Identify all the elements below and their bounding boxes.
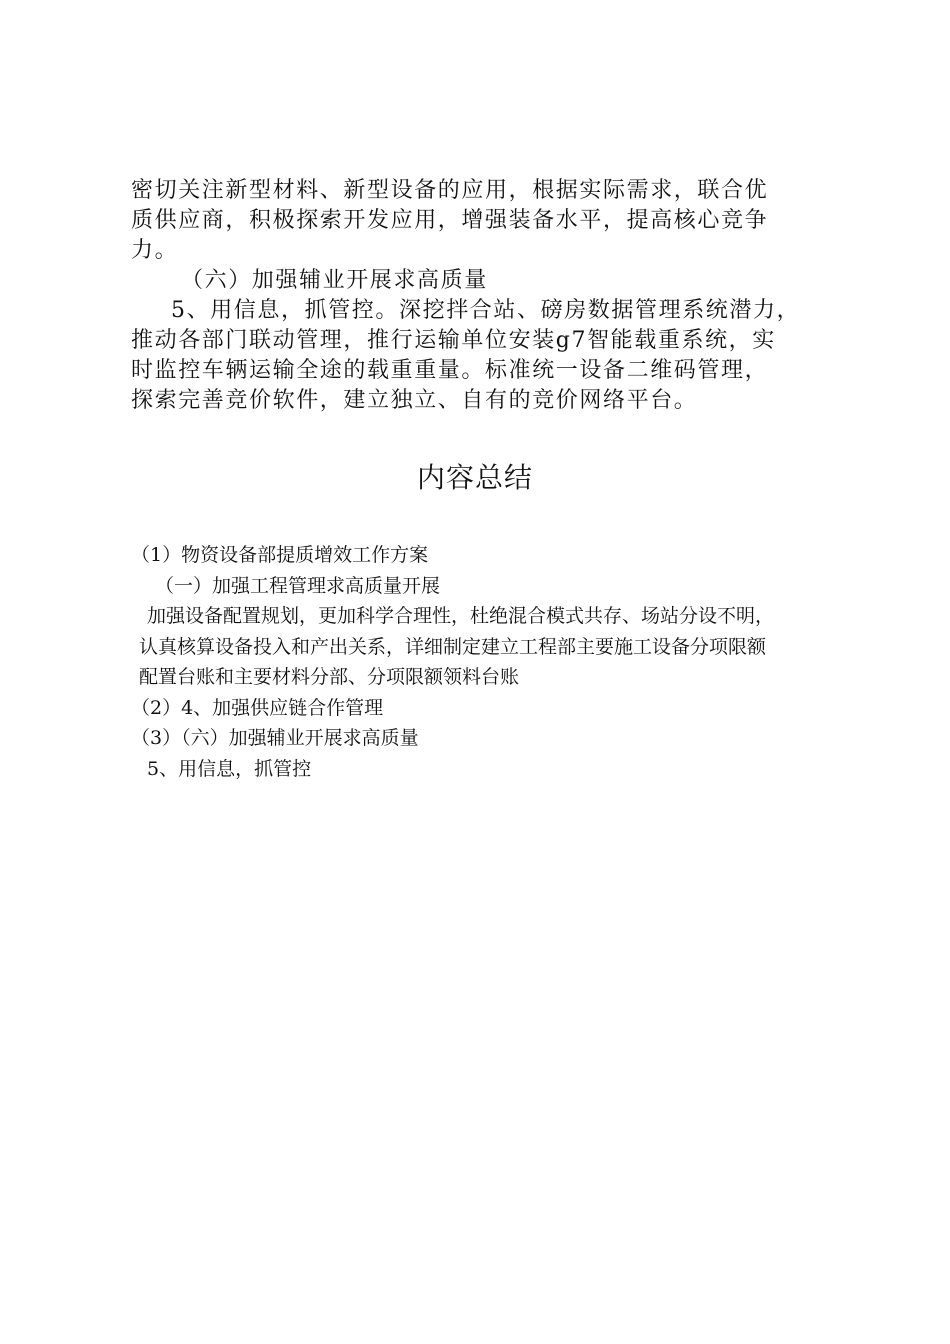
body-line: 时监控车辆运输全途的载重重量。标准统一设备二维码管理， xyxy=(131,358,769,383)
body-text xyxy=(131,176,831,416)
summary-item: 配置台账和主要材料分部、分项限额领料台账 xyxy=(139,666,520,688)
summary-item: （2）4、加强供应链合作管理 xyxy=(131,696,384,719)
body-line: 力。 xyxy=(131,238,179,263)
summary-list xyxy=(131,540,851,784)
summary-title: 内容总结 xyxy=(416,461,533,494)
summary-item: （1）物资设备部提质增效工作方案 xyxy=(131,544,429,566)
body-line: 密切关注新型材料、新型设备的应用，根据实际需求，联合优 xyxy=(131,178,769,203)
body-line: 质供应商，积极探索开发应用，增强装备水平，提高核心竞争 xyxy=(131,208,769,233)
summary-item: 加强设备配置规划，更加科学合理性，杜绝混合模式共存、场站分设不明， xyxy=(147,605,775,627)
summary-item: 5、用信息，抓管控 xyxy=(147,757,312,780)
body-line: 探索完善竞价软件，建立独立、自有的竞价网络平台。 xyxy=(131,388,698,413)
section-heading: （六）加强辅业开展求高质量 xyxy=(181,268,488,293)
body-line: 推动各部门联动管理，推行运输单位安装g7智能载重系统，实 xyxy=(131,328,776,353)
summary-item: （3）（六）加强辅业开展求高质量 xyxy=(131,727,419,749)
summary-item: （一）加强工程管理求高质量开展 xyxy=(155,574,441,597)
body-line: 5、用信息，抓管控。深挖拌合站、磅房数据管理系统潜力， xyxy=(171,298,801,323)
summary-item: 认真核算设备投入和产出关系，详细制定建立工程部主要施工设备分项限额 xyxy=(139,635,767,658)
